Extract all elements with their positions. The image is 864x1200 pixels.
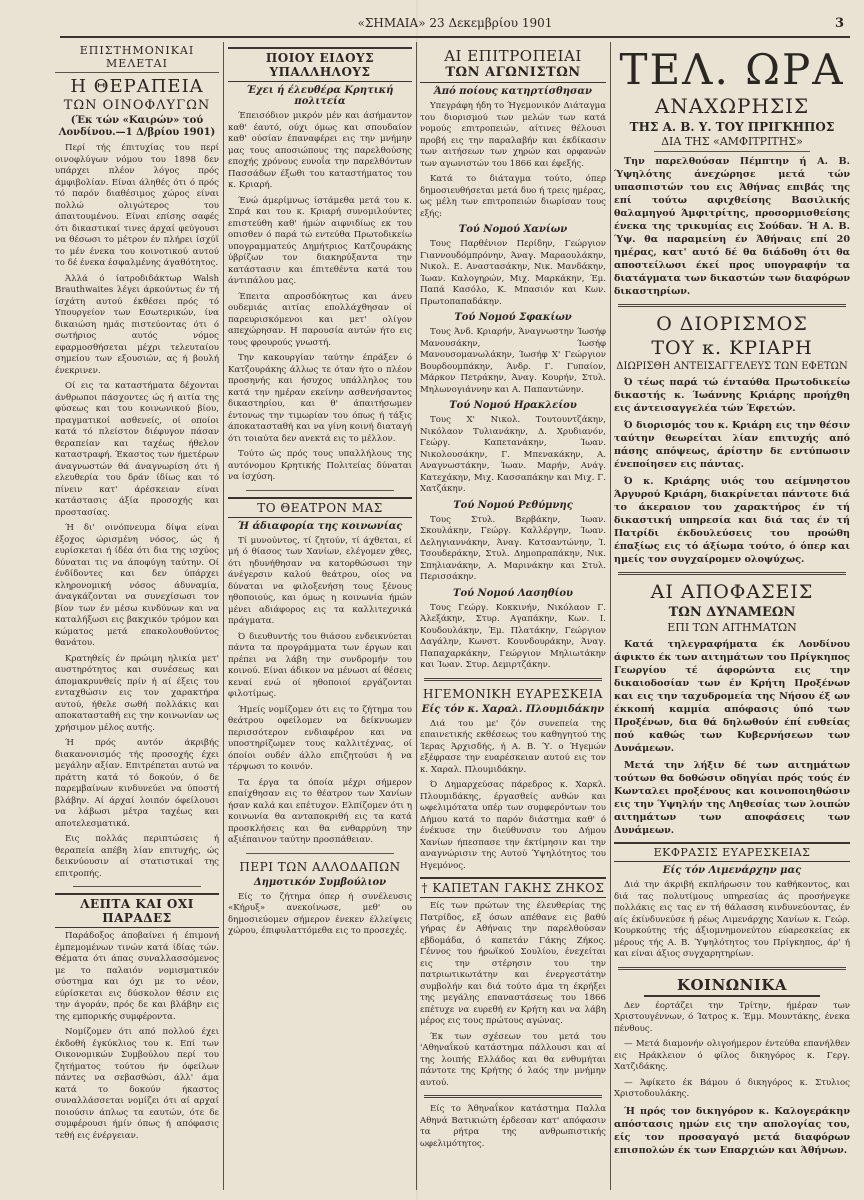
divider <box>246 853 394 854</box>
article-paragraph: Είς των πρώτων της έλευθερίας της Πατρίδος, εξ όσων απέθανε εις βαθύ γήρας έν Αθήναις την παρελθούσαν εβδομάδα, ό καπετάν Γάκης Ζήκος. Γέννος του ήρωϊκού Σουλίου, ένεχείται εις την στέρησιν του την πατριωτικωτάτην και ένεργεστάτην συμβολήν και διά τούτο άμα τη έκρήξει της μεγάλης επαναστάσεως του 1866 επέτυχε να ευρεθή εν Κρήτη και να λάβη μέρος εις τους πρώτους αγώνας. <box>420 901 606 1026</box>
article-title-line-2: ΤΩΝ ΑΓΩΝΙΣΤΩΝ <box>420 65 606 83</box>
headline-line: ΤΗΣ Α. Β. Υ. ΤΟΥ ΠΡΙΓΚΗΠΟΣ <box>629 120 835 134</box>
article-subtitle: ΤΩΝ ΟΙΝΟΦΛΥΓΩΝ <box>63 98 211 113</box>
column-rule <box>223 42 224 1190</box>
article-paragraph: Έπεισόδιον μικρόν μέν και άσήμαντον καθ' έαυτό, ούχι όμως και σπουδαίον καθ' ούσίαν έπαναφέρει εις την μνήμην μας τους αποσιώπους της παρελθούσης εποχής χρόνους ευνοΐα την παρελθόντων Πασσάδων έξωθι του καταστήματος του κ. Κριαρή. <box>228 111 412 190</box>
column-rule <box>610 42 611 1190</box>
headline-large: ΤΕΛ. ΩΡΑ <box>619 45 845 94</box>
column-3 <box>420 42 606 1192</box>
article-title: ΠΕΡΙ ΤΩΝ ΑΛΛΟΔΑΠΩΝ <box>239 859 401 874</box>
article-title: ΠΟΙΟΥ ΕΙΔΟΥΣ ΥΠΑΛΛΗΛΟΥΣ <box>228 47 412 82</box>
article-paragraph: Κατά τηλεγραφήματα έκ Λονδίνου άφικτο έκ των αιτημάτων του Πρίγκηπος Γεωργίου τέ άφορώντα εις την δικαιοδοσίαν των έν Κρήτη Προξένων και εις την ταχυδρομεία της Νήσου έξ ων έκκοπή καμμία απόφασις ύπό των Προξένων, δια θά δηλωθούν έπί ευθείας πού καθώς των Κυβερνήσεων των Δυνάμεων. <box>614 639 850 754</box>
article-paragraph: Μετά την λήξιν δέ των αιτημάτων τούτων θα δοθώσιν οδηγίαι πρός τούς έν Κωνταλει προξένους και κοινοποιηθώσιν εις την Ύψηλήν της Ληθεσίας των λοιπών αιτημάτων των αποφάσεις των Δυνάμεων. <box>614 760 850 836</box>
article-title: Η ΘΕΡΑΠΕΙΑ <box>70 76 204 97</box>
article-subtitle: Ή άδιαφορία της κοινωνίας <box>237 520 403 532</box>
article-subtitle: Είς τόν Λιμενάρχην μας <box>662 865 802 876</box>
divider <box>246 490 394 491</box>
article-paragraph: Εις πολλάς περιπτώσεις ή θεραπεία απέβη λίαν επιτυχής, ώς δεικνύουσιν αί στατιστικαί της επιτροπής. <box>55 834 219 879</box>
section-kicker: ΕΠΙΣΤΗΜΟΝΙΚΑΙ ΜΕΛΕΤΑΙ <box>55 44 219 73</box>
article-subtitle: Έχει ή έλευθέρα Κρητική πολιτεία <box>246 85 394 107</box>
article-title: ΚΟΙΝΩΝΙΚΑ <box>644 976 820 997</box>
article-paragraph: Τους Άνδ. Κριαρήν, Άναγνωστην Ίωσήφ Μανουσάκην, Ίωσήφ Μανουσομανωλάκην, Ίωσήφ Χ' Γεώργιον Βουρδουμπάκην, Άνδρ. Γ. Γυπαίον, Μάρκον Πετράκην, Άναγ. Κουρήν, Στυλ. Μηλωνογιάννην και Α. Παπαντώνην. <box>420 327 606 395</box>
subsection-heading: Τού Νομού Χανίων <box>458 224 568 235</box>
article-paragraph: Τους Γεώργ. Κοκκινήν, Νικόλαον Γ. Άλεξάκην, Στυρ. Αγαπάκην, Κων. Ι. Κουδουλάκην, Έμ. Πλατάκην, Γεώργιον Δαγάλην, Κωνστ. Κουνδουράκην, Άναγ. Παπαχαρκάκην, Γεώργιον Μηλιωτάκην και Ίωαν. Στυρ. Δεμιρτζάκην. <box>420 602 606 670</box>
article-subtitle: Άπό ποίους κατηρτίσθησαν <box>434 86 592 97</box>
article-paragraph: Την κακουργίαν ταύτην έπράξεν ό Κατζουράκης άλλως τε όταν ήτο ο πλέον προσηνής και ήσυχος υπάλληλος του κατά την ημέραν εκείνην ασθενήσαντος δικαστηρίου, και θ' άπαιτήσωμεν έντονως την τιμωρίαν του όπως ή τάξις άποκατασταθή και να γίνη κοινή διαταγή ότι τοιαύτα δεν ανεκτά εις το μέλλον. <box>228 353 412 444</box>
article-paragraph: Έπειτα απροσδόκητως και άνευ ουδεμιάς αιτίας επολλάχθησαν οί παρευρισκόμενοι και μετ' ολίγον απεχώρησαν. Η παρουσία αυτών ήτο εις τους φρουρούς γνωστή. <box>228 291 412 348</box>
article-paragraph: Είς το ζήτημα όπερ ή συνέλευσις «Κήρυξ» ανεκοίνωσε, μεθ' ου δημοσιεύομεν σήμερον ένεκεν έλλείψεις χώρου, έπιφυλαττόμεθα εις το προσεχές. <box>228 891 412 936</box>
article-title: ΕΚΦΡΑΣΙΣ ΕΥΑΡΕΣΚΕΙΑΣ <box>614 842 850 862</box>
divider <box>618 304 846 307</box>
article-title: ΗΓΕΜΟΝΙΚΗ ΕΥΑΡΕΣΚΕΙΑ <box>423 686 603 701</box>
divider <box>424 678 602 681</box>
article-paragraph: Ένώ άμερίμνως ίστάμεθα μετά του κ. Σπρά και του κ. Κριαρή συνομιλούντες επιστεύθη καθ' ήμών αιφνιδίως εκ του οπισθεν ό παρά τώ εντεύθα Πρωτοδικείω υπογραμματεύς Δημήτριος Κατζουράκης ύβρίζων τον διακηρύξαντα την κατάστασιν και έπιτεθέντα κατά του άντιπάλου μας. <box>228 195 412 286</box>
article-paragraph: Τους Στυλ. Βερβάκην, Ίωαν. Σκουλάκην, Γεώργ. Καλλέργην, Ίωαν. Δεληγιαννάκην, Άναγ. Κατσαντώνην, Ί. Τσουδεράκην, Στυλ. Δημοπραπάκην, Νικ. Σπηλιανάκην, Α. Μαρινάκην και Στυλ. Περισσάκην. <box>420 514 606 582</box>
article-subtitle: ΔΙΩΡΙΣΘΗ ΑΝΤΕΙΣΑΓΓΕΛΕΥΣ ΤΩΝ ΕΦΕΤΩΝ <box>616 361 848 372</box>
article-paragraph: Οί εις τα καταστήματα δέχονται άνθρωποι πάσχοντες ώς ή αιτία της φύσεως και του κοινωνικού βίου, πραγματικοί ασθενείς, οί οποίοι κατά τό πλείστον διέφυγον πάσαν θεραπείαν και ταχέως ήθελον καταστραφή. Έκαστος των ήμετέρων άναγνωστών θά άναγνωρίση ότι ή ελευθερία του δράν ίδίως και τό πίνειν κατ' άρέσκειαν είναι κατάστασις άξία προσοχής και προστασίας. <box>55 381 219 518</box>
article-paragraph: Διά την άκριβή εκπλήρωσιν του καθήκοντος, και διά τας πολυτίμους υπηρεσίας άς προσήνεγκε πολλάκις εις τας εν τή θάλασση κινδυνεύοντας, έν αίς έκίνδυνεύσε ή ρέως Λιμενάρχης Χανίων κ. Γεώρ. Κουρκούτης τής άξιομνημονεύτου εύαρεσκείας εκ μέρους τής Α. Β. Ύψηλότητος του Πρίγκηπος, άρ' ή και είναι άξιος συγχαρητηρίων. <box>614 880 850 959</box>
subsection-heading: Τού Νομού Ρεθύμνης <box>453 499 573 511</box>
article-title: ΤΟ ΘΕΑΤΡΟΝ ΜΑΣ <box>228 497 412 518</box>
subsection-heading: Τού Νομού Ηρακλείου <box>449 400 577 411</box>
article-paragraph: Είς το Άθηναΐκον κατάστημα Παλλα Αθηνά Βατικιώτη έρδεσαν κατ' απόφασιν τα ρήτρα της ανθρωπιστικής ωφελιμότητος. <box>420 1104 606 1149</box>
article-paragraph: Νομίζομεν ότι από πολλού έχει έκδοθή έγκύκλιος του κ. Επί των Οικονομικών Συμβούλου περί του ζητήματος τούτου ήν όφείλων πάντες να σεβασθώσι, άλλ' άμα κατά το δοκούν ήκαστος συναλλάσσεται νομίζει ότι αί αρχαί ποιούσιν άπλως τα εαυτών, ότε δε συμφέρουσι ήμίν όπως ή απόφασις τεθή εις ένέργειαν. <box>55 1027 219 1141</box>
article-paragraph: Την παρελθούσαν Πέμπτην ή Α. Β. Ύψηλότης άνεχώρησε μετά τών υπασπιστών του εις Άθήνας επιβάς της επί τούτω αφιχθείσης Βασιλικής θαλαμηγού Άμφιτρίτης, προσορμισθείσης ένεκα της τρικυμίας εις Σούδαν. Ή Α. Β. Ύψ. θα παραμείνη έν Άθήναις επί 20 ημέρας, κατ' αυτό δέ θα διάδοθη ότι θα αποστείλωσι έκεί προς υπογραφήν τα διατάγματα των δικαστών των διαφόρων δικαστηρίων. <box>614 156 850 297</box>
subsection-heading: Τού Νομού Σφακίων <box>454 312 572 323</box>
article-paragraph: Περί τής έπιτυχίας του περί οινοφλύγων νόμου του 1898 δεν υπάρχει πλέον λόγος πρός άμφιβολίαν. Είναι άληθές ότι ό πρός τό παρόν διαθέσιμος χώρος είναι πολλώ ολιγώτερος του άπαιτουμένου. Είναι επίσης σαφές ότι δικαστικαί τινες άρχαί φεύγουσι να θέσωσι το μέτρον έν πλήρει ίσχύϊ το μέν ένεκα του κοινοτικού αυτού το δέ ένεκα έσφαλμένης άγαθότητος. <box>55 143 219 268</box>
header-title: «ΣΗΜΑΙΑ» 23 Δεκεμβρίου 1901 <box>357 16 553 30</box>
article-paragraph: Τούτο ώς πρός τους υπαλλήλους της αυτόνομου Κρητικής Πολιτείας δύναται να ίσχύση. <box>228 449 412 482</box>
article-paragraph: Ό διευθυντής του θιάσου ενδεικνύεται πάντα τα προγράμματα των έργων και πρέπει να λάβη την συνδρομήν του κοινού. Είναι άδικον να μένωσι αί θέσεις κεναί ενώ οί ηθοποιοί εργάζονται φιλοτίμως. <box>228 631 412 699</box>
article-paragraph: Τα έργα τα όποία μέχρι σήμερον επαίχθησαν εις το θέατρον των Χανίων ήσαν καλά και επέτυχον. Ελπίζομεν ότι η κοινωνία θα ανταποκριθή εις τα κατά προσκλήσεις και θα ενθαρρύνη την αξιέπαινον ταύτην προσπάθειαν. <box>228 777 412 845</box>
article-paragraph: Ή πρός τον δικηγόρον κ. Καλογεράκην απόστασις ημών εις την απολογίας του, είς τον προσαγαγό μετά διαφόρων επισπολών έκ των Επαρχιών και Άθήνων. <box>614 1105 850 1156</box>
article-title: ΑΙ ΕΠΙΤΡΟΠΕΙΑΙ <box>444 47 582 65</box>
divider <box>73 886 201 887</box>
article-paragraph: Ό διορισμός του κ. Κριάρη εις την θέσιν ταύτην θεωρείται λίαν επιτυχής από πάσης απόψεως, άρίστην δε εντύπωσιν ένεποίησεν εις πάντας. <box>614 420 850 470</box>
article-title: ΛΕΠΤΑ ΚΑΙ ΟΧΙ ΠΑΡΑΔΕΣ <box>55 893 219 928</box>
headline-line: ΔΙΑ ΤΗΣ «ΑΜΦΙΤΡΙΤΗΣ» <box>661 135 803 148</box>
subsection-heading: Τού Νομού Λασηθίου <box>453 587 573 599</box>
column-4 <box>614 42 850 1192</box>
article-paragraph: Κρατηθείς έν πρώιμη ηλικία μετ' αυστηρότητος και συνέσεως και άπομακρυνθείς πρίν ή αί έξεις του ενταχθώσιν εις τον χαρακτήρα αυτού, ήθελε σωθή πολλάκις και αποκατασταθή εις την κοινωνίαν ως χρήσιμον μέλος αυτής. <box>55 653 219 733</box>
article-paragraph: Διά του με' ζόν συνεπεία της επαινετικής εκθέσεως του καθηγητού της Ίερας Άρχισδής, ή Α. Β. Ύ. ο Ήγεμών εξέφρασε την ευαρέσκειαν αυτού εις τον κ. Χαραλ. Πλουμιδάκην. <box>420 718 606 775</box>
article-paragraph: Ήμείς νομίζομεν ότι εις το ζήτημα του θεάτρου οφείλομεν να δείκνυωμεν περισσότερον ενδιαφέρον και να υποστηρίζωμεν τους καλλιτέχνας, οί όποίοι ουδέν άλλο επιζητούσι ή να τέρψωσι το κοινόν. <box>228 704 412 772</box>
article-title-line-2: ΤΩΝ ΔΥΝΑΜΕΩΝ <box>668 605 796 620</box>
article-paragraph: Ό Δημαρχεύσας πάρεδρος κ. Χαρκλ. Πλουμιδάκης, έργασθείς ανθών και ωφελιμότατα υπέρ των συμφερόντων του Δήμου κατά το παρόν διάστημα καθ' ό ένέκυσε την διεύθυνσιν του Δήμου Χανίων ήπεσπασε την έκτίμησιν και την αναγνώρισιν της Αυτού Ύψηλότητος του Ηγεμόνος. <box>420 780 606 871</box>
article-paragraph: Ή πρός αυτόν άκριβής διακανονισμός τής προσοχής έχει μεγάλην αξίαν. Επιτρέπεται αυτώ να πράττη κατά τό δοκούν, ό δε παρεμβαίνων κινδυνεύει να ύποστή βλάβην. Αί άρχαί λοιπόν όφείλουσι να λάβωσι μέτρα ταχέως και αποτελεσματικά. <box>55 738 219 829</box>
column-rule <box>416 42 417 1190</box>
obituary-title: † ΚΑΠΕΤΑΝ ΓΑΚΗΣ ΖΗΚΟΣ <box>420 877 606 898</box>
article-paragraph: Άλλά ό ίατροδιδάκτωρ Walsh Brauthwaites λέγει άρκούντως έν τή ίσχάτη αυτού έκθέσει πρός τό Υπουργείον των Εσωτερικών, ίνα δικαιώση ημάς πιστεύοντας ότι ό σωτήριος αυτός νόμος εφαρμοσθήσεται μέχρι τελευταίου σημείου των εξουσιών, ας ή βουλή ένεκρινεν. <box>55 273 219 376</box>
article-title-line-2: ΤΟΥ κ. ΚΡΙΑΡΗ <box>651 337 813 359</box>
page-number: 3 <box>834 15 844 31</box>
article-paragraph: — Μετά διαμονήν ολιγοήμερον έντεύθα επανήλθεν εις Ηράκλειον ό φίλος δικηγόρος κ. Γεργ. Χατζιδάκης. <box>614 1039 850 1072</box>
article-paragraph: Τί μυνούντος, τί ζητούν, τί άχθεται, εί μή ό θίασος των Χανίων, ελέγομεν χθες, ότι ηδυνήθησαν να κατορθώσωσι την άνέγερσιν καλού θεάτρου, οίος να δύναται να φιλοξενήση τους ξένους ηθοποιούς, και όμως η κοινωνία ήμών μένει αδιάφορος εις τα καλλιτεχνικά πράγματα. <box>228 535 412 626</box>
divider <box>424 1095 602 1098</box>
divider <box>618 967 846 970</box>
running-header <box>60 10 850 38</box>
divider <box>654 151 810 152</box>
column-1 <box>55 42 219 1192</box>
article-paragraph: — Άφίκετο έκ Βάμου ό δικηγόρος κ. Στυλιος Χριστοδουλάκης. <box>614 1077 850 1099</box>
article-subtitle: Δημοτικόν Συμβούλιον <box>253 876 387 888</box>
article-subtitle: ΕΠΙ ΤΩΝ ΑΙΤΗΜΑΤΩΝ <box>667 621 797 634</box>
article-paragraph: Ή δι' οινόπνευμα δίψα είναι έξοχος ώρισμένη νόσος, ώς ή ευρίσκεται ή ίδέα ότι δια της ισχύος δύναται τις να άποφύγη ταύτην. Οί ένδίδοντες και δεν ύπάρχει κληρονομική νόσος άδυναμία, άναγκάζονται να συνεχίσωσι τον βίον των έν μέσω κινδύνων και να καταλήξωσι εις βακχικόν τρόμον και κώματος μετά επακολουθούντος θανάτου. <box>55 523 219 648</box>
divider <box>618 572 846 575</box>
column-2 <box>228 42 412 1192</box>
article-paragraph: Δεν έορτάζει την Τρίτην, ήμέραν των Χριστουγέννων, ό Ίατρος κ. Έμμ. Μουντάκης, ένεκα πένθους. <box>614 1000 850 1034</box>
article-source: (Έκ τών «Καιρών» τού Λονδίνου.—1 Δ/βρίου 1901) <box>58 115 216 138</box>
article-title: ΑΙ ΑΠΟΦΑΣΕΙΣ <box>650 581 814 603</box>
article-paragraph: Υπεγράφη ήδη το Ήγεμονικόν Διάταγμα του διορισμού των μελών των κατά νομούς επιτροπειών, αίτινες θέλουσι προβή εις την παραλαβήν και έκδίκασιν των αιτήσεων των χηρών και ορφανών των αγωνιστών του 1866 και έφεξής. <box>420 101 606 169</box>
article-paragraph: Ό κ. Κριάρης υιός του αείμνηστου Άργυρού Κριάρη, διακρίνεται πάντοτε διά το άκεραιον του χαρακτήρος έν τή δικαστική υπηρεσία και διά τας έν τή Πατρίδι έκδουλεύσεις του προώθη έπαξίως εις τό άξίωμα τούτο, ό όπερ και ημείς τον συγχαίρομεν ολοψύχως. <box>614 476 850 565</box>
headline-secondary: ΑΝΑΧΩΡΗΣΙΣ <box>654 94 810 118</box>
article-paragraph: Παράδοξος άποβαίνει ή έπιμονή έμπεμομένων τινών κατά ίδίας τών. Θέματα ότι άπας συναλλασσόμενος με το παλαιόν νομισματικόν σύστημα και όχι με το νέον, εύρίσκεται εις δύσκολον θέσιν εις την άγοράν, πρός δε και βλάβην εις της εμπορικής συμφέροντα. <box>55 931 219 1022</box>
article-paragraph: Έκ των σχέσεων του μετά του 'Αθηναΐκού κατάστημα πάλλουσι και αί της λοιπής Ελλάδος και θα ενθυμήται πάντοτε της Κρήτης ό λαός την μνήμην αυτού. <box>420 1031 606 1088</box>
article-paragraph: Τους Χ' Νικολ. Τουτουντζάκην, Νικόλαον Τυλιανάκην, Δ. Χρυδιανόν, Γεώργ. Καπετανάκην, Ίωαν. Νικολουσάκην, Γ. Μπενακάκην, Α. Αναγνωστάκην, Ίωαν. Μαρήν, Ανάγ. Κατεχάκην, Μιχ. Κασσαπάκην και Μιχ. Γ. Χατζάκην. <box>420 415 606 494</box>
article-subtitle: Είς τόν κ. Χαραλ. Πλουμιδάκην <box>421 703 605 715</box>
article-paragraph: Ό τέως παρά τώ ένταύθα Πρωτοδικείω δικαστής κ. Ίωάννης Κριάρης προήχθη εις άντεισαγγελέα τών Έφετών. <box>614 377 850 414</box>
article-paragraph: Τους Παρθένιον Περίδην, Γεώργιον Γιαννουδόμπρόνην, Άναγ. Μαραουλάκην, Νικολ. Ε. Αναστασάκην, Νικ. Μανδάκην, Ίωαν. Καλογηρών, Μιχ. Μαρκάκην, Έμ. Παπά Κασόλο, Κ. Μπασιόν και Κων. Πρωτοπαπαδάκην. <box>420 239 606 307</box>
article-title: Ο ΔΙΟΡΙΣΜΟΣ <box>656 313 808 335</box>
article-paragraph: Κατά το διάταγμα τούτο, όπερ δημοσιευθήσεται μετά δυο ή τρεις ημέρας, ως μέλη των επιτροπειών διωρίσαν τους εξής: <box>420 174 606 219</box>
